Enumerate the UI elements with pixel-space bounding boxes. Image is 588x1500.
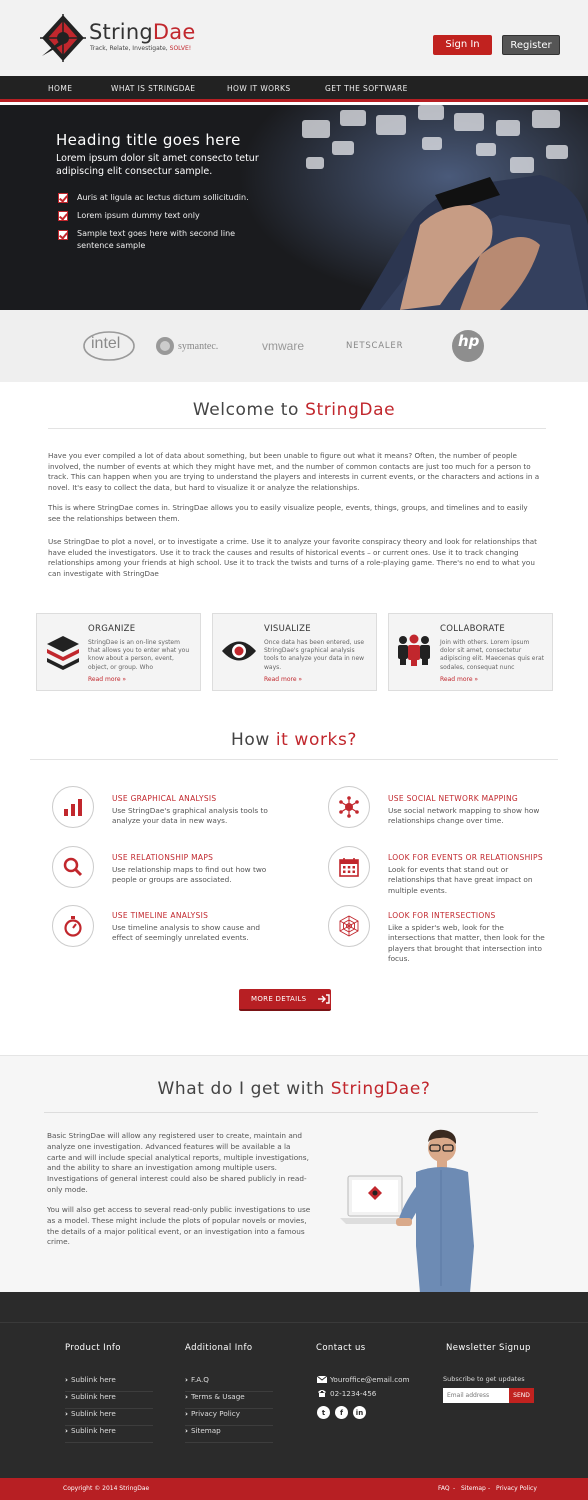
nav-what-is-stringdae[interactable]: WHAT IS STRINGDAE xyxy=(111,84,196,93)
feature-text: Join with others. Lorem ipsum dolor sit amet, consectetur adipiscing elit. Maecenas quis erat sodales, consequat nunc xyxy=(440,639,544,671)
how-item-text: Use relationship maps to find out how two people or groups are associated. xyxy=(112,865,267,885)
vmware-logo: vmware xyxy=(262,339,305,353)
how-item-title: LOOK FOR EVENTS OR RELATIONSHIPS xyxy=(388,853,543,862)
read-more-link[interactable]: Read more » xyxy=(264,676,303,683)
hero-bullet: Sample text goes here with second line sentence sample xyxy=(77,229,236,250)
welcome-title: Welcome to StringDae xyxy=(192,400,396,420)
how-title: How it works? xyxy=(230,730,358,750)
magnifier-icon xyxy=(52,846,94,888)
footer-product-link[interactable]: › Sublink here xyxy=(65,1375,153,1392)
footer-band xyxy=(0,1292,588,1322)
bottom-faq-link[interactable]: FAQ xyxy=(438,1485,450,1492)
hero-subtitle: Lorem ipsum dolor sit amet consecto tetur adipiscing elit consectur sample. xyxy=(56,153,259,177)
main-nav xyxy=(0,76,588,102)
divider xyxy=(44,1112,538,1113)
hp-logo: hp xyxy=(451,310,485,382)
feature-title: ORGANIZE xyxy=(88,624,136,634)
how-item-title: USE GRAPHICAL ANALYSIS xyxy=(112,794,217,803)
symantec-logo: symantec. xyxy=(155,310,218,382)
envelope-icon xyxy=(317,1376,327,1383)
hero-banner xyxy=(0,105,588,310)
get-paragraph: Basic StringDae will allow any registered user to create, maintain and analyze one investigation. Advanced features will be available a la carte and will include special analytical reports, multiple investigations, and the ability to share an investigation among multiple users. Investigations of general interest could also be shared publicly in read-only mode. xyxy=(47,1131,309,1194)
read-more-link[interactable]: Read more » xyxy=(88,676,127,683)
welcome-paragraph: Use StringDae to plot a novel, or to investigate a crime. Use it to analyze your favorite conspiracy theory and look for relationships that have eluded the investigators. Use it to track the causes and results of historical events – or current ones. Use it to track changing relationships among your friends at high school. Use it to track the twists and turns of a role-playing game. There's no end to what you can investigate with StringDae xyxy=(48,537,537,578)
eye-icon xyxy=(221,638,257,664)
divider xyxy=(48,428,546,429)
footer-terms-link[interactable]: › Terms & Usage xyxy=(185,1392,273,1409)
footer-product-link[interactable]: › Sublink here xyxy=(65,1426,153,1443)
read-more-link[interactable]: Read more » xyxy=(440,676,479,683)
twitter-icon[interactable]: t xyxy=(317,1406,330,1419)
site-header xyxy=(0,0,588,76)
calendar-icon xyxy=(328,846,370,888)
how-item-title: USE TIMELINE ANALYSIS xyxy=(112,911,209,920)
bottom-privacy-link[interactable]: Privacy Policy xyxy=(496,1485,537,1492)
footer-product-link[interactable]: › Sublink here xyxy=(65,1392,153,1409)
feature-title: COLLABORATE xyxy=(440,624,506,634)
intel-logo: intel xyxy=(82,310,136,382)
stopwatch-icon xyxy=(52,905,94,947)
spider-web-icon xyxy=(328,905,370,947)
logo-icon[interactable] xyxy=(40,14,86,62)
how-item-title: LOOK FOR INTERSECTIONS xyxy=(388,911,496,920)
hero-image xyxy=(240,105,588,310)
feature-text: Once data has been entered, use StringDae's graphical analysis tools to analyze your data in new ways. xyxy=(264,639,365,671)
network-icon xyxy=(328,786,370,828)
feature-title: VISUALIZE xyxy=(264,624,311,634)
how-item-text: Look for events that stand out or relationships that have great impact on multiple events. xyxy=(388,865,533,895)
bar-chart-icon xyxy=(52,786,94,828)
how-item-title: USE RELATIONSHIP MAPS xyxy=(112,853,214,862)
footer-additional-heading: Additional Info xyxy=(185,1343,253,1353)
get-title: What do I get with StringDae? xyxy=(157,1079,431,1099)
get-paragraph: You will also get access to several read-only public investigations to use as a model. These might include the plots of popular novels or movies, the details of a major political event, or an investigation into a famous crime. xyxy=(47,1205,311,1247)
people-icon xyxy=(397,634,431,666)
sign-in-arrow-icon xyxy=(318,994,330,1004)
footer-phone: 02-1234-456 xyxy=(330,1389,377,1398)
hero-title: Heading title goes here xyxy=(56,131,241,149)
footer-bottom-bar xyxy=(0,1478,588,1500)
newsletter-email-input[interactable] xyxy=(443,1388,509,1403)
register-button[interactable]: Register xyxy=(502,35,560,55)
netscaler-logo: NETSCALER xyxy=(346,341,404,351)
nav-get-the-software[interactable]: GET THE SOFTWARE xyxy=(325,84,408,93)
sign-in-button[interactable]: Sign In xyxy=(433,35,492,55)
feature-organize xyxy=(36,613,201,691)
feature-visualize xyxy=(212,613,377,691)
linkedin-icon[interactable]: in xyxy=(353,1406,366,1419)
footer-product-heading: Product Info xyxy=(65,1343,121,1353)
nav-how-it-works[interactable]: HOW IT WORKS xyxy=(227,84,291,93)
facebook-icon[interactable]: f xyxy=(335,1406,348,1419)
footer-faq-link[interactable]: › F.A.Q xyxy=(185,1375,273,1392)
check-icon xyxy=(58,193,68,203)
footer-newsletter-heading: Newsletter Signup xyxy=(446,1343,531,1353)
check-icon xyxy=(58,230,68,240)
how-item-title: USE SOCIAL NETWORK MAPPING xyxy=(388,794,519,803)
more-details-button[interactable]: MORE DETAILS xyxy=(239,989,331,1011)
logo-text[interactable]: StringDae xyxy=(89,20,196,44)
how-item-text: Like a spider's web, look for the intersections that matter, then look for the players that brought that intersection into focus. xyxy=(388,923,545,964)
copyright: Copyright © 2014 StringDae xyxy=(63,1485,150,1492)
phone-icon xyxy=(317,1389,327,1397)
how-item-text: Use timeline analysis to show cause and effect of seemingly unrelated events. xyxy=(112,923,261,943)
partner-logos xyxy=(0,310,588,382)
man-with-laptop-image xyxy=(340,1126,480,1293)
check-icon xyxy=(58,211,68,221)
layers-icon xyxy=(45,634,81,670)
what-do-i-get-section xyxy=(0,1055,588,1292)
feature-collaborate xyxy=(388,613,553,691)
bottom-sitemap-link[interactable]: Sitemap xyxy=(461,1485,486,1492)
footer-contact-heading: Contact us xyxy=(316,1343,366,1353)
newsletter-send-button[interactable]: SEND xyxy=(509,1388,534,1403)
footer-product-link[interactable]: › Sublink here xyxy=(65,1409,153,1426)
footer-sitemap-link[interactable]: › Sitemap xyxy=(185,1426,273,1443)
separator: - xyxy=(488,1485,491,1492)
newsletter-subtitle: Subscribe to get updates xyxy=(443,1375,525,1383)
welcome-paragraph: This is where StringDae comes in. StringDae allows you to easily visualize people, events, things, groups, and timelines and to easily see the relationships between them. xyxy=(48,503,528,523)
hero-bullet: Lorem ipsum dummy text only xyxy=(77,211,200,220)
how-item-text: Use StringDae's graphical analysis tools to analyze your data in new ways. xyxy=(112,806,268,826)
separator: - xyxy=(453,1485,456,1492)
logo-tagline: Track, Relate, Investigate, SOLVE! xyxy=(90,45,192,52)
divider xyxy=(30,759,558,760)
feature-text: StringDae is an on-line system that allows you to enter what you know about a person, event, object, or group. Who xyxy=(88,639,190,671)
nav-home[interactable]: HOME xyxy=(48,84,73,93)
footer-privacy-link[interactable]: › Privacy Policy xyxy=(185,1409,273,1426)
footer-email[interactable]: Youroffice@email.com xyxy=(330,1375,410,1384)
hero-bullet: Auris at ligula ac lectus dictum sollicitudin. xyxy=(77,193,249,202)
how-item-text: Use social network mapping to show how relationships change over time. xyxy=(388,806,540,826)
welcome-paragraph: Have you ever compiled a lot of data about something, but been unable to figure out what it means? Often, the number of people involved, the number of events at which they might have met, and the number of common contacts are just too much for a person to track. This can happen when you are trying to understand the players and interests in current events, or the characters and actions in a novel. It's easy to collect the data, but hard to visualize it or analyze the relationships. xyxy=(48,451,540,492)
